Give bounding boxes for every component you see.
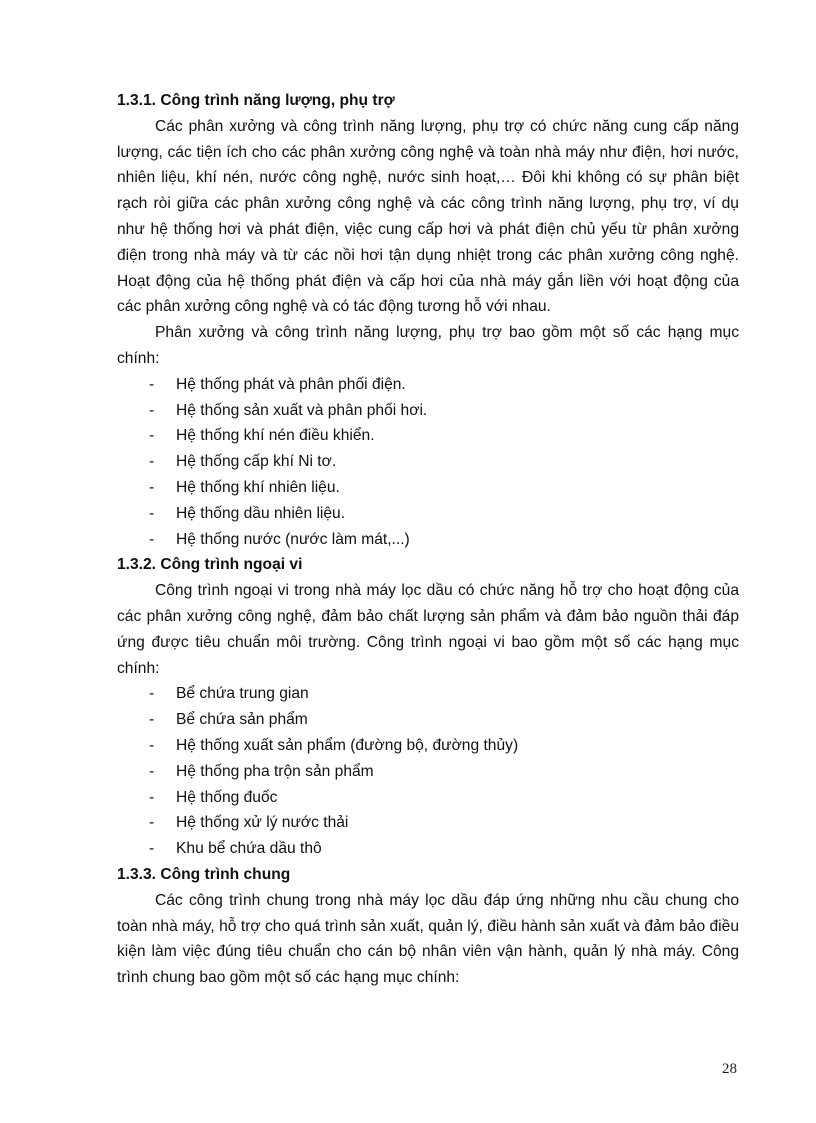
list-item-text: Bể chứa trung gian [176,685,309,703]
paragraph: Phân xưởng và công trình năng lượng, phụ trợ bao gồm một số các hạng mục chính: [117,324,739,367]
list-item [117,372,739,398]
list-marker: - [149,762,155,780]
list-item [117,475,739,501]
list-marker: - [149,504,155,522]
section-common [117,862,739,991]
list-marker: - [149,530,155,548]
list-item-text: Hệ thống dầu nhiên liệu. [176,504,346,522]
list-item-text: Hệ thống khí nhiên liệu. [176,478,340,496]
list-item [117,810,739,836]
list-item-text: Hệ thống xử lý nước thải [176,814,349,832]
list-item [117,501,739,527]
list-item-text: Hệ thống nước (nước làm mát,...) [176,530,410,548]
bullet-list [117,681,739,862]
list-item [117,527,739,553]
list-item [117,785,739,811]
list-marker: - [149,375,155,393]
page-number: 28 [722,1061,737,1077]
section-heading: 1.3.2. Công trình ngoại vi [117,556,303,574]
list-marker: - [149,736,155,754]
list-item-text: Hệ thống đuốc [176,788,278,806]
list-marker: - [149,685,155,703]
list-item-text: Hệ thống pha trộn sản phẩm [176,762,374,780]
list-marker: - [149,453,155,471]
list-marker: - [149,840,155,858]
list-marker: - [149,814,155,832]
list-item [117,733,739,759]
list-item-text: Hệ thống cấp khí Ni tơ. [176,453,337,471]
list-item [117,681,739,707]
section-heading: 1.3.1. Công trình năng lượng, phụ trợ [117,92,395,109]
list-item [117,759,739,785]
paragraph: Công trình ngoại vi trong nhà máy lọc dầu có chức năng hỗ trợ cho hoạt động của các phân xưởng công nghệ, đảm bảo chất lượng sản phẩm và đảm bảo nguồn thải đáp ứng được tiêu chuẩn môi trường. Công trình ngoại vi bao gồm một số các hạng mục chính: [117,582,739,677]
paragraph: Các công trình chung trong nhà máy lọc dầu đáp ứng những nhu cầu chung cho toàn nhà máy, hỗ trợ cho quá trình sản xuất, quản lý, điều hành sản xuất và đảm bảo điều kiện làm việc đúng tiêu chuẩn cho cán bộ nhân viên vận hành, quản lý nhà máy. Công trình chung bao gồm một số các hạng mục chính: [117,891,739,987]
list-marker: - [149,788,155,806]
list-item-text: Khu bể chứa dầu thô [176,840,322,858]
list-item-text: Hệ thống phát và phân phối điện. [176,375,406,393]
list-marker: - [149,711,155,729]
list-item [117,449,739,475]
list-item-text: Hệ thống sản xuất và phân phối hơi. [176,401,428,419]
list-marker: - [149,478,155,496]
list-item [117,707,739,733]
list-item [117,423,739,449]
list-item [117,398,739,424]
list-item-text: Hệ thống khí nén điều khiển. [176,427,375,445]
list-item [117,836,739,862]
list-item-text: Hệ thống xuất sản phẩm (đường bộ, đường thủy) [176,736,519,754]
bullet-list [117,372,739,553]
list-marker: - [149,401,155,419]
list-marker: - [149,427,155,445]
paragraph: Các phân xưởng và công trình năng lượng, phụ trợ có chức năng cung cấp năng lượng, các tiện ích cho các phân xưởng công nghệ và toàn nhà máy như điện, hơi nước, nhiên liệu, khí nén, nước công nghệ, nước sinh hoạt,… Đôi khi không có sự phân biệt rạch ròi giữa các phân xưởng công nghệ và các công trình năng lượng, phụ trợ, ví dụ như hệ thống hơi và phát điện, việc cung cấp hơi và phát điện chủ yếu từ phân xưởng điện trong nhà máy và từ các nồi hơi tận dụng nhiệt trong các phân xưởng công nghệ. Hoạt động của hệ thống phát điện và cấp hơi của nhà máy gắn liền với hoạt động của các phân xưởng công nghệ và có tác động tương hỗ với nhau. [117,117,739,316]
section-heading: 1.3.3. Công trình chung [117,865,291,883]
section-peripheral [117,552,739,862]
document-page [117,88,739,991]
section-energy-auxiliary [117,88,739,552]
list-item-text: Bể chứa sản phẩm [176,711,308,729]
